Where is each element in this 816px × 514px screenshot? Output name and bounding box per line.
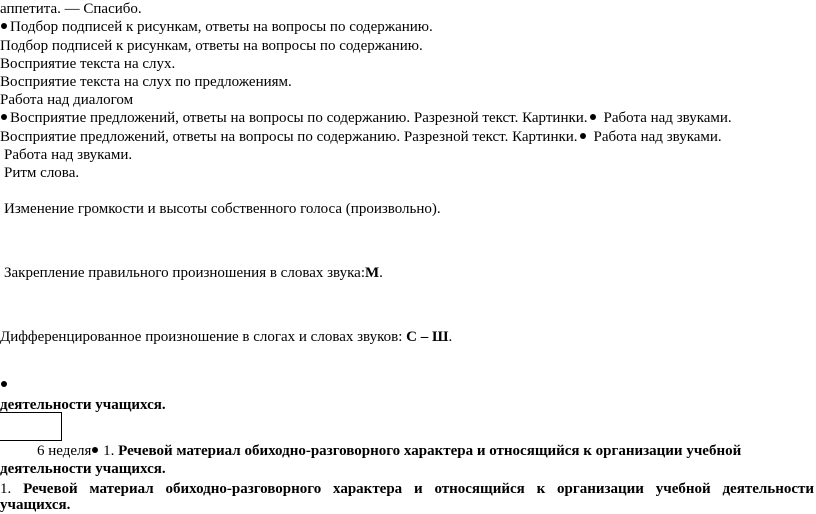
text-line: Восприятие предложений, ответы на вопросы по содержанию. Разрезной текст. Картинки. Работа над звуками. [0, 129, 722, 145]
text-line: аппетита. — Спасибо. [0, 1, 142, 17]
justified-line: 1. Речевой материал обиходно-разговорного характера и относящийся к организации учебной деятельности [0, 481, 815, 497]
text-line: Изменение громкости и высоты собственного голоса (произвольно). [4, 201, 441, 217]
bullet-line [0, 376, 10, 394]
text-line: Закрепление правильного произношения в словах звука:М. [4, 265, 383, 281]
text-line: Восприятие текста на слух по предложениям. [0, 74, 292, 90]
text-line: Работа над диалогом [0, 92, 134, 108]
text-line: деятельности учащихся. [0, 461, 166, 477]
text-line: Восприятие текста на слух. [0, 56, 176, 72]
empty-table-cell [0, 412, 62, 441]
bullet-icon [92, 447, 98, 453]
bullet-icon [590, 114, 596, 120]
text-line: деятельности учащихся. [0, 397, 166, 413]
bullet-icon [1, 381, 7, 387]
bullet-line: Восприятие предложений, ответы на вопросы по содержанию. Разрезной текст. Картинки. Работа над звуками. [0, 109, 732, 127]
bullet-icon [1, 114, 7, 120]
text-line: Ритм слова. [4, 165, 80, 181]
bullet-icon [580, 133, 586, 139]
week-line: 6 неделя 1. Речевой материал обиходно-разговорного характера и относящийся к организации учебной [37, 443, 742, 459]
text-line: учащихся. [0, 497, 71, 513]
bullet-line: Подбор подписей к рисункам, ответы на вопросы по содержанию. [0, 18, 433, 36]
bullet-icon [1, 23, 7, 29]
text-line: Подбор подписей к рисункам, ответы на вопросы по содержанию. [0, 38, 423, 54]
text-line: Работа над звуками. [4, 147, 133, 163]
text-line: Дифференцированное произношение в слогах и словах звуков: С – Ш. [0, 329, 453, 345]
